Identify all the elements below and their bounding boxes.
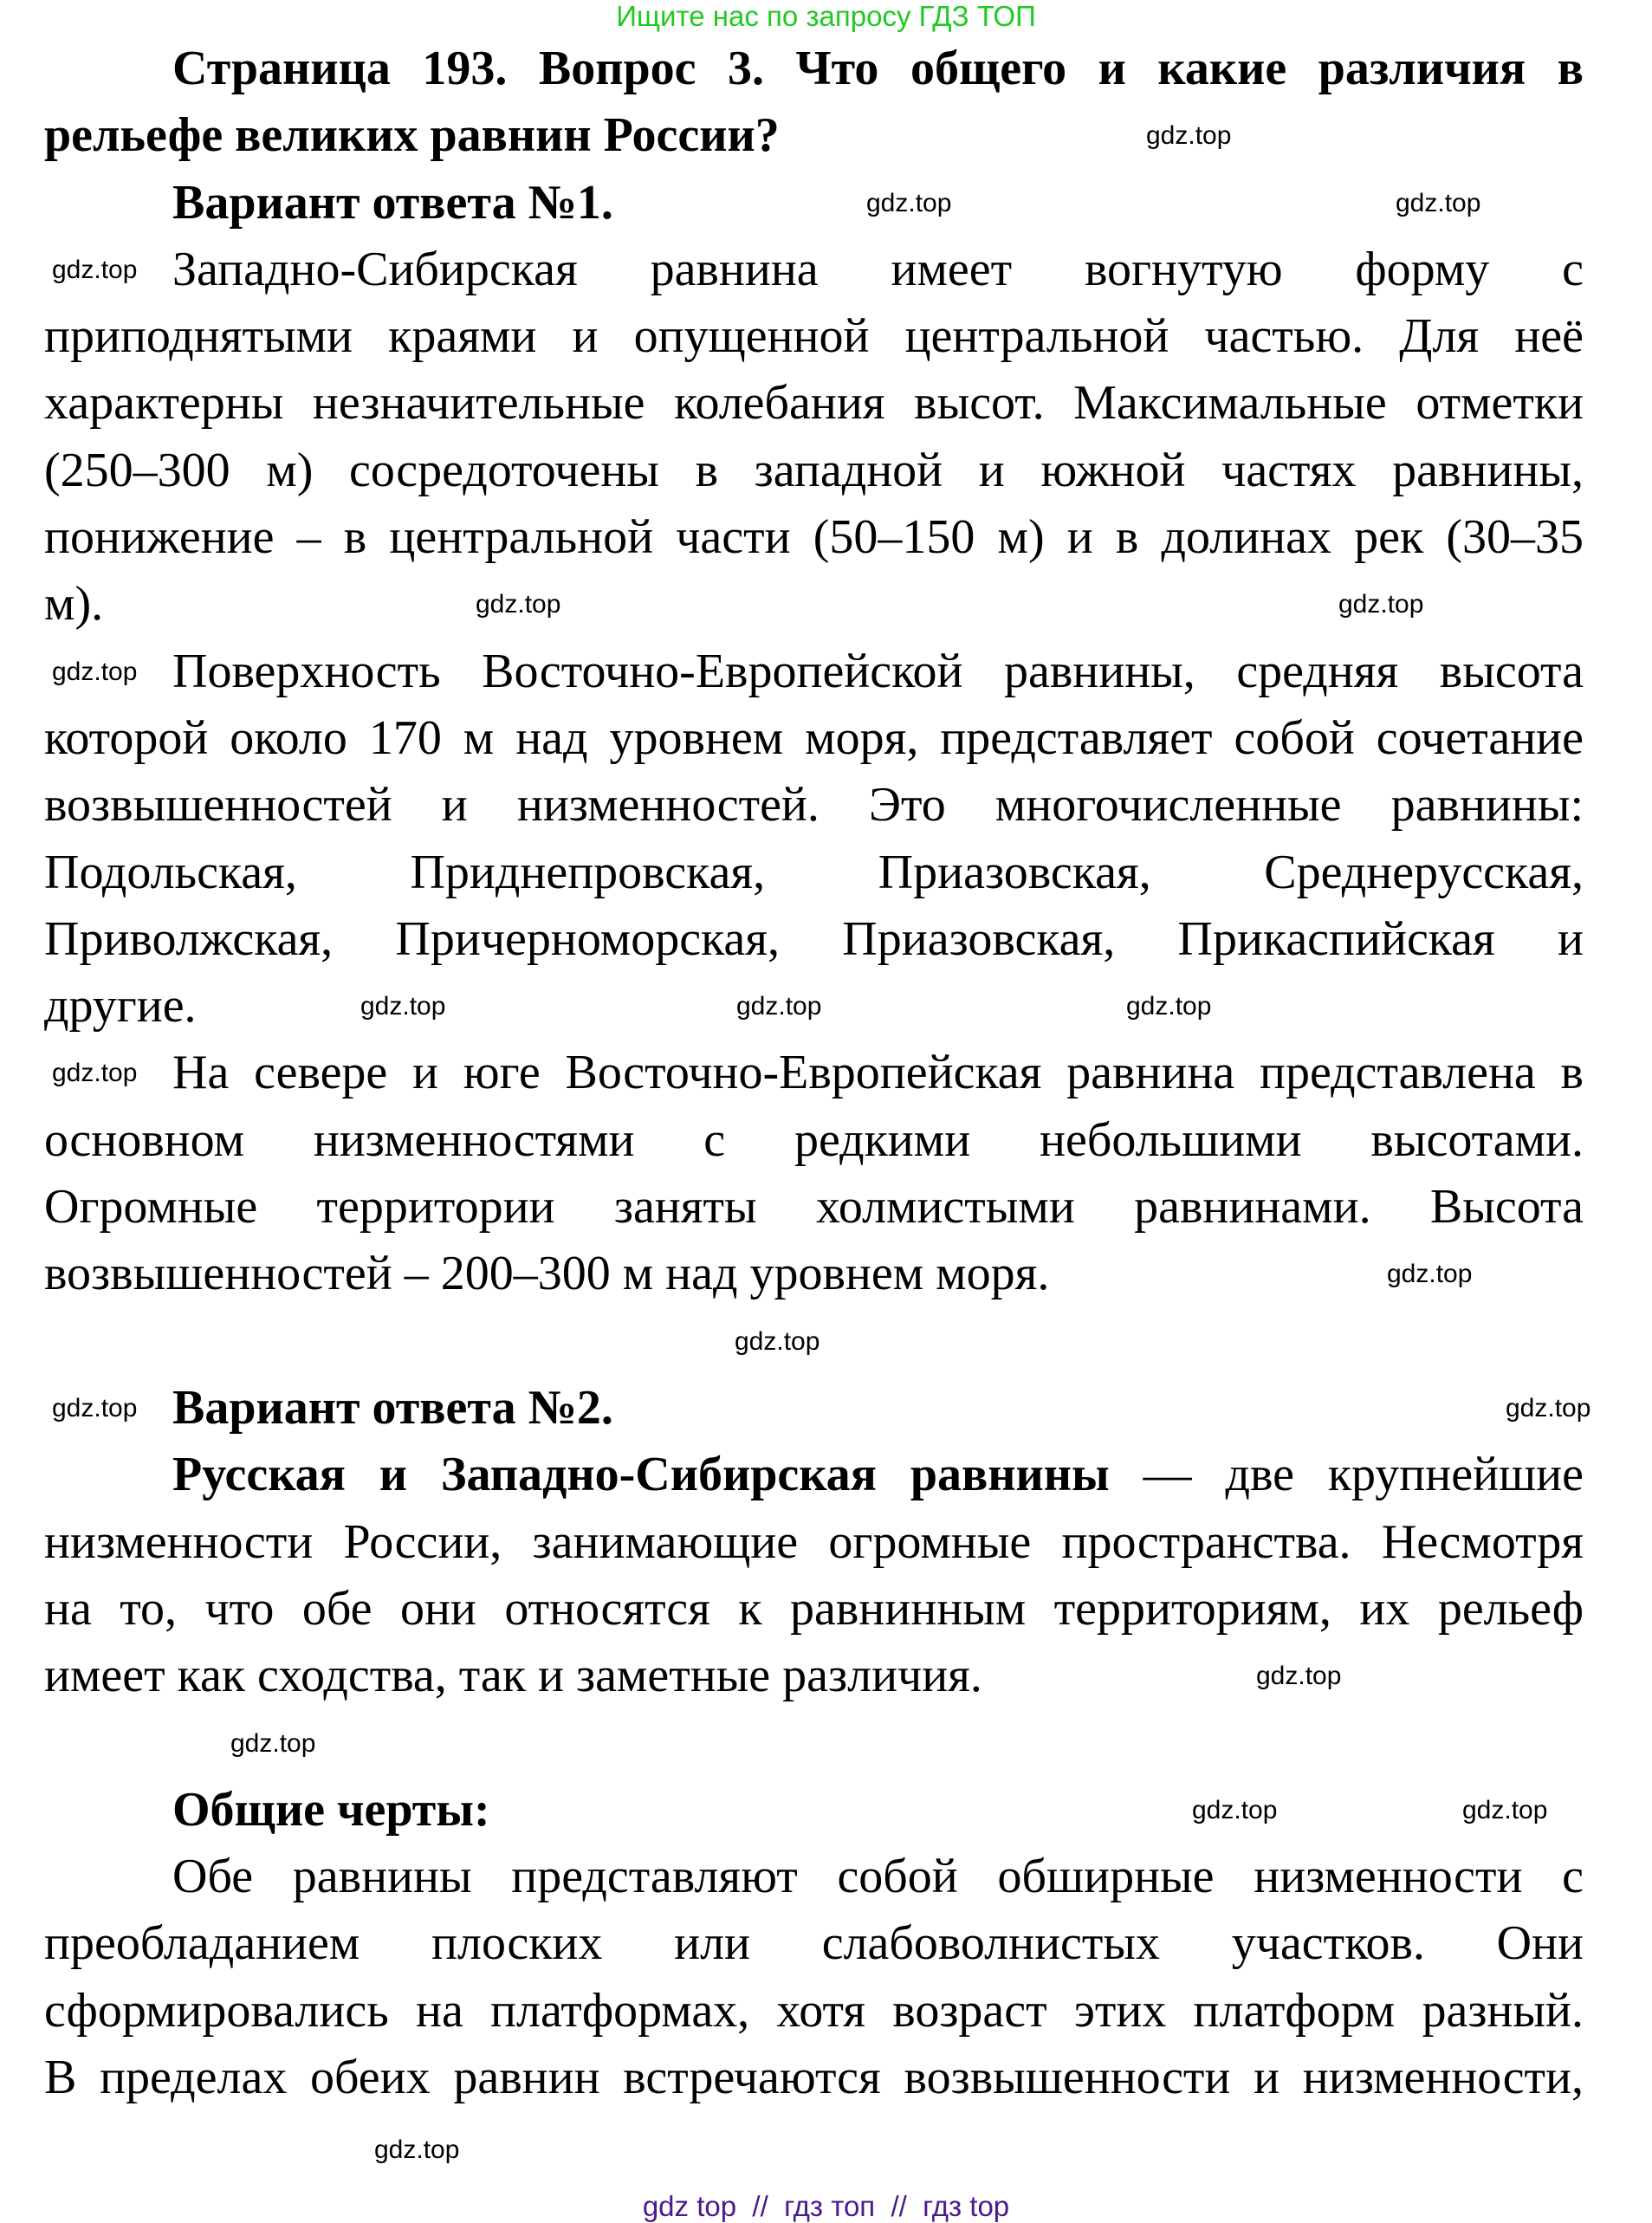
watermark: gdz.top [1146,121,1232,150]
paragraph-text: преобладанием плоских или слабоволнистых участков. Они [44,1916,1584,1971]
watermark: gdz.top [735,1327,820,1356]
paragraph-text: Огромные территории заняты холмистыми равнинами. Высота [44,1180,1584,1235]
page-title-line [44,36,1584,102]
paragraph-text: возвышенностей – 200–300 м над уровнем моря. [44,1247,1050,1301]
paragraph-line [44,1040,1584,1106]
paragraph-line [44,1844,1584,1910]
watermark: gdz.top [1256,1662,1342,1690]
paragraph-line [44,1643,1584,1709]
paragraph-line [44,1978,1584,2045]
variant1-heading-line [44,170,1584,237]
common-features-heading-line [44,1777,1584,1844]
paragraph-text-rest: — две крупнейшие [1109,1448,1584,1502]
paragraph-line [44,1576,1584,1643]
watermark: gdz.top [52,256,138,284]
watermark: gdz.top [736,992,822,1021]
search-banner: Ищите нас по запросу ГДЗ ТОП [616,0,1036,32]
watermark: gdz.top [52,1059,138,1087]
watermark: gdz.top [476,590,561,619]
paragraph-text: Поверхность Восточно-Европейской равнины, средняя высота [172,644,1584,698]
variant1-heading: Вариант ответа №1. [172,175,613,230]
watermark: gdz.top [230,1729,316,1758]
watermark: gdz.top [360,992,446,1021]
watermark: gdz.top [52,1394,138,1423]
paragraph-text: другие. [44,979,197,1034]
paragraph-text: сформировались на платформах, хотя возраст этих платформ разный. [44,1983,1584,2038]
paragraph-line [44,2045,1584,2111]
watermark: gdz.top [1126,992,1212,1021]
paragraph-text: (250–300 м) сосредоточены в западной и южной частях равнины, [44,443,1584,497]
paragraph-line [44,1174,1584,1241]
paragraph-text: основном низменностями с редкими небольшими высотами. [44,1112,1584,1167]
watermark: gdz.top [1396,189,1481,217]
bold-term: Русская и Западно-Сибирская равнины [172,1448,1110,1502]
paragraph-line [44,504,1584,571]
watermark: gdz.top [1462,1796,1548,1824]
paragraph-text: приподнятыми краями и опущенной центральной частью. Для неё [44,309,1584,364]
paragraph-text: Приволжская, Причерноморская, Приазовская, Прикаспийская и [44,911,1584,966]
watermark: gdz.top [1506,1394,1591,1423]
paragraph-text [172,1442,1584,1508]
watermark: gdz.top [52,658,138,686]
variant2-heading-line [44,1375,1584,1442]
footer-links: gdz top // гдз топ // гдз top [642,2190,1010,2222]
paragraph-text: В пределах обеих равнин встречаются возвышенности и низменности, [44,2050,1584,2104]
watermark: gdz.top [1387,1260,1473,1288]
document-body [44,36,1584,2111]
watermark: gdz.top [1338,590,1424,619]
variant2-heading: Вариант ответа №2. [172,1380,613,1435]
paragraph-text: понижение – в центральной части (50–150 м) и в долинах рек (30–35 [44,510,1584,565]
paragraph-line [44,303,1584,370]
watermark: gdz.top [866,189,952,217]
paragraph-text: низменности России, занимающие огромные пространства. Несмотря [44,1514,1584,1569]
watermark: gdz.top [374,2136,460,2164]
paragraph-line [44,1241,1584,1307]
paragraph-line [44,638,1584,705]
paragraph-line [44,437,1584,504]
paragraph-line [44,705,1584,772]
paragraph-line [44,237,1584,303]
paragraph-text: возвышенностей и низменностей. Это многочисленные равнины: [44,778,1584,833]
paragraph-text: Западно-Сибирская равнина имеет вогнутую форму с [172,242,1584,296]
paragraph-text: характерны незначительные колебания высот. Максимальные отметки [44,376,1584,431]
paragraph-line [44,370,1584,437]
paragraph-line [44,906,1584,973]
paragraph-text: которой около 170 м над уровнем моря, представляет собой сочетание [44,710,1584,765]
common-features-heading: Общие черты: [172,1782,490,1837]
paragraph-line [44,1107,1584,1174]
paragraph-text: м). [44,577,104,632]
paragraph-text: на то, что обе они относятся к равнинным территориям, их рельеф [44,1581,1584,1636]
page-title: Страница 193. Вопрос 3. Что общего и какие различия в [172,42,1584,95]
paragraph-text: На севере и юге Восточно-Европейская равнина представлена в [172,1046,1584,1100]
paragraph-line [44,1509,1584,1576]
paragraph-line [44,1442,1584,1508]
page-title-cont-line [44,102,1584,169]
paragraph-line [44,772,1584,839]
paragraph-text: Подольская, Приднепровская, Приазовская, Среднерусская, [44,845,1584,899]
paragraph-line [44,839,1584,906]
paragraph-line [44,1910,1584,1977]
page-title-cont: рельефе великих равнин России? [44,108,780,163]
paragraph-text: имеет как сходства, так и заметные различия. [44,1649,982,1703]
watermark: gdz.top [1192,1796,1278,1824]
paragraph-text: Обе равнины представляют собой обширные низменности с [172,1850,1584,1904]
